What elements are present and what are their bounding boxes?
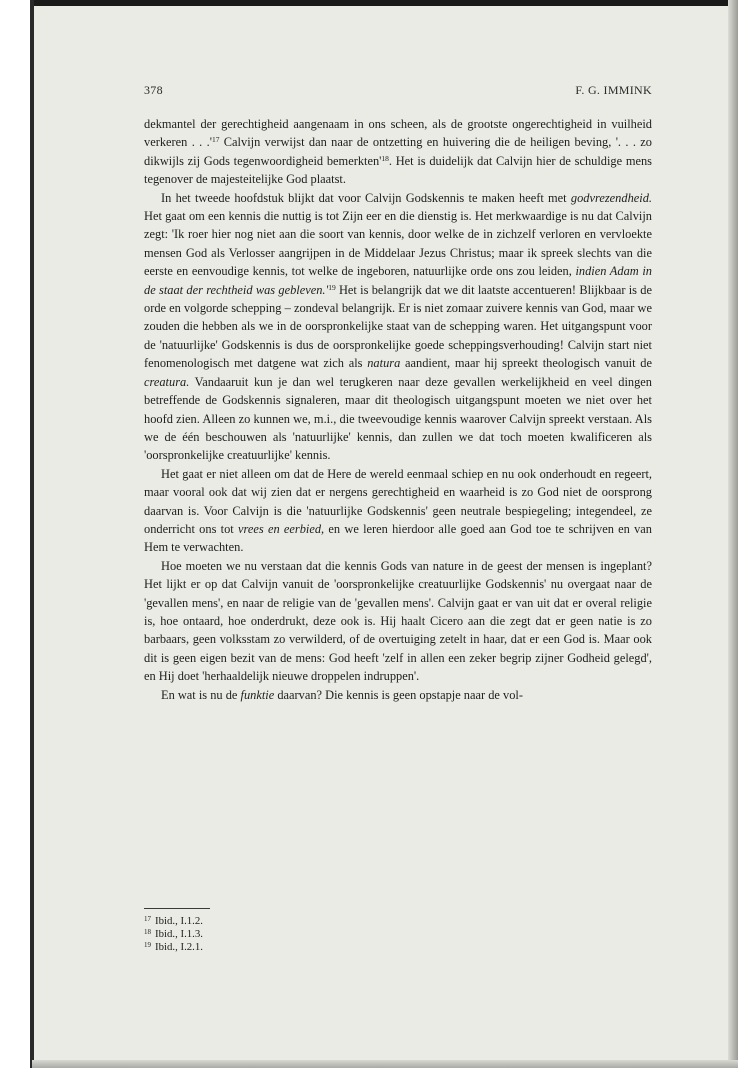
footnote-ref-17: 17 [211,135,220,145]
footnote-19 [144,941,444,954]
emphasis: funktie [240,687,275,702]
footnote-ref-19: 19 [328,282,336,292]
scan-border-bottom [32,1060,738,1068]
emphasis: godvrezendheid. [570,190,652,205]
book-page [34,6,728,1060]
emphasis: vrees en eerbied, [238,521,325,536]
text-run: En wat is nu de [161,687,241,702]
footnote-18 [144,928,444,941]
running-head [144,83,652,98]
text-run: Vandaaruit kun je dan wel terugkeren naar deze gevallen werkelijkheid en veel dingen betreffende de Godskennis signaleren, maar dit theologisch uitgangspunt moeten we niet over het hoofd zien. Alleen zo kunnen we, m.i., die tweevoudige kennis waarover Calvijn spreekt verstaan. Als we de één beschouwen als 'natuurlijke' kennis, dan zullen we dat toch moeten kwalificeren als 'oorspronkelijke creatuurlijke' kennis. [144,374,652,463]
text-run: en we leren hierdoor alle goed aan God toe te schrijven en van Hem te verwachten. [144,521,652,555]
footnote-rule [144,908,210,909]
footnote-ref-18: 18 [381,153,389,163]
paragraph-2 [144,189,652,465]
text-run: In het tweede hoofdstuk blijkt dat voor Calvijn Godskennis te maken heeft met [161,190,571,205]
running-title: F. G. IMMINK [575,83,652,97]
paragraph-4: Hoe moeten we nu verstaan dat die kennis Gods van nature in de geest der mensen is ingeplant? Het lijkt er op dat Calvijn vanuit de 'oorspronkelijke creatuurlijke Godskennis' nu overgaat naar de 'gevallen mens', en naar de religie van de 'gevallen mens'. Calvijn gaat er van uit dat er overal religie is, hoe ontaard, hoe onderdrukt, deze ook is. Hij haalt Cicero aan die zegt dat er geen natie is zo barbaars, geen volksstam zo verwilderd, of de overtuiging zetelt in haar, dat er een God is. Maar ook dit is geen eigen bezit van de mens: God heeft 'zelf in allen een zeker begrip zijner Godheid gelegd', en Hij doet 'herhaaldelijk nieuwe droppelen indruppen'. [144,558,652,684]
text-run: Het is belangrijk dat we dit laatste accentueren! Blijkbaar is de orde en volgorde schepping – zondeval belangrijk. Er is niet zomaar zuivere kennis van God, maar we zouden die hebben als we in de oorspronkelijke staat van de schepping waren. Het uitgangspunt voor de 'natuurlijke' Godskennis is dus de oorspronkelijke goede scheppingsverhouding! Calvijn start niet fenomenologisch met datgene wat zich als [144,282,653,371]
footnote-text: Ibid., I.2.1. [155,941,203,954]
text-run: dekmantel der gerechtigheid aangenaam in ons scheen, als de grootste ongerechtigheid in vuilheid verkeren . . .' [144,117,652,150]
paragraph-5 [144,686,652,704]
footnote-number: 18 [144,928,151,937]
emphasis: indien Adam in de staat der rechtheid was gebleven.' [144,264,652,297]
page-number: 378 [144,83,163,97]
emphasis: creatura. [144,374,190,389]
paragraph-3 [144,465,652,557]
footnote-17 [144,915,444,928]
text-run: Calvijn verwijst dan naar de ontzetting en huivering die de heiligen beving, '. . . zo dikwijls zij Gods tegenwoordigheid bemerkten' [144,135,652,168]
footnote-text: Ibid., I.1.2. [155,915,203,927]
text-run: daarvan? Die kennis is geen opstapje naar de vol- [274,687,523,702]
footnotes [144,915,444,955]
footnote-number: 17 [144,915,151,923]
scan-border-left [0,0,34,1068]
text-run: . Het is duidelijk dat Calvijn hier de schuldige mens tegenover de majesteitelijke God plaatst. [144,153,652,187]
text-run: Het gaat er niet alleen om dat de Here de wereld eenmaal schiep en nu ook onderhoudt en regeert, maar vooral ook dat wij zien dat er nergens gerechtigheid en waarheid is zo God niet de oorsprong daarvan is. Voor Calvijn is die 'natuurlijke Godskennis' geen neutrale bespiegeling; integendeel, ze onderricht ons tot [144,466,652,536]
scan-border-right [728,0,738,1068]
emphasis: natura [367,356,401,371]
footnote-text: Ibid., I.1.3. [155,928,203,941]
body-text [144,115,652,704]
text-run: aandient, maar hij spreekt theologisch vanuit de [400,356,652,371]
footnote-number: 19 [144,941,151,950]
text-run: Het gaat om een kennis die nuttig is tot Zijn eer en die dienstig is. Het merkwaardige is nu dat Calvijn zegt: 'Ik roer hier nog niet aan die soort van kennis, door welke de in zichzelf verloren en vervloekte mensen God als Verlosser aangrijpen in de Middelaar Jezus Christus; maar ik spreek slechts van die eerste en eenvoudige kennis, tot welke de ingeboren, natuurlijke orde ons zou leiden, [144,209,652,279]
paragraph-1 [144,115,652,189]
